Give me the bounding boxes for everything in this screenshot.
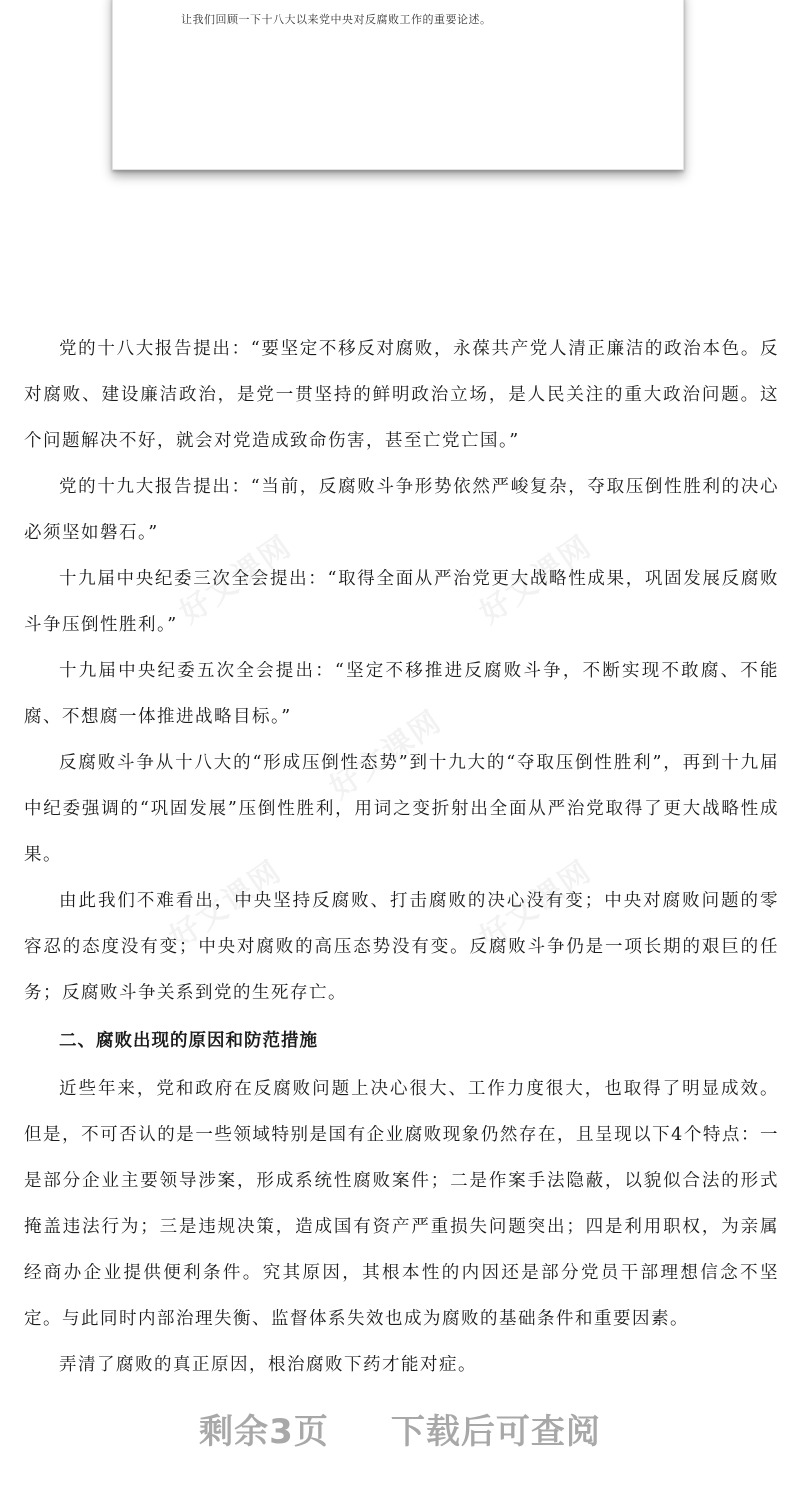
paragraph: 十九届中央纪委五次全会提出：“坚定不移推进反腐败斗争，不断实现不敢腐、不能腐、不想腐一体推进战略目标。” [24, 661, 779, 727]
paragraph: 十九届中央纪委三次全会提出：“取得全面从严治党更大战略性成果，巩固发展反腐败斗争压倒性胜利。” [24, 569, 779, 635]
paragraph: 党的十九大报告提出：“当前，反腐败斗争形势依然严峻复杂，夺取压倒性胜利的决心必须坚如磐石。” [24, 477, 779, 543]
paragraph: 近些年来，党和政府在反腐败问题上决心很大、工作力度很大，也取得了明显成效。但是，不可否认的是一些领域特别是国有企业腐败现象仍然存在，且呈现以下4个特点：一是部分企业主要领导涉案，形成系统性腐败案件；二是作案手法隐蔽，以貌似合法的形式掩盖违法行为；三是违规决策，造成国有资产严重损失问题突出；四是利用职权，为亲属经商办企业提供便利条件。究其原因，其根本性的内因还是部分党员干部理想信念不坚定。与此同时内部治理失衡、监督体系失效也成为腐败的基础条件和重要因素。 [24, 1079, 779, 1329]
watermark: 好文课网 [323, 703, 449, 806]
slide-preview-card [112, 0, 684, 170]
paragraph: 弄清了腐败的真正原因，根治腐败下药才能对症。 [59, 1355, 477, 1375]
section-heading: 二、腐败出现的原因和防范措施 [59, 1031, 318, 1051]
download-to-view-label[interactable]: 下载后可查阅 [390, 1411, 601, 1452]
watermark: 好文课网 [473, 528, 599, 631]
watermark: 好文课网 [163, 853, 289, 956]
watermark: 好文课网 [473, 853, 599, 956]
download-banner[interactable] [0, 1398, 800, 1458]
paragraph: 党的十八大报告提出：“要坚定不移反对腐败，永葆共产党人清正廉洁的政治本色。反对腐败、建设廉洁政治，是党一贯坚持的鲜明政治立场，是人民关注的重大政治问题。这个问题解决不好，就会对党造成致命伤害，甚至亡党亡国。” [24, 339, 779, 451]
remaining-pages-label: 剩余3页 [199, 1411, 329, 1452]
watermark: 好文课网 [173, 528, 299, 631]
paragraph: 由此我们不难看出，中央坚持反腐败、打击腐败的决心没有变；中央对腐败问题的零容忍的态度没有变；中央对腐败的高压态势没有变。反腐败斗争仍是一项长期的艰巨的任务；反腐败斗争关系到党的生死存亡。 [24, 891, 779, 1003]
slide-caption: 让我们回顾一下十八大以来党中央对反腐败工作的重要论述。 [181, 13, 492, 26]
paragraph: 反腐败斗争从十八大的“形成压倒性态势”到十九大的“夺取压倒性胜利”，再到十九届中纪委强调的“巩固发展”压倒性胜利，用词之变折射出全面从严治党取得了更大战略性成果。 [24, 753, 779, 865]
article-body [24, 326, 779, 1388]
